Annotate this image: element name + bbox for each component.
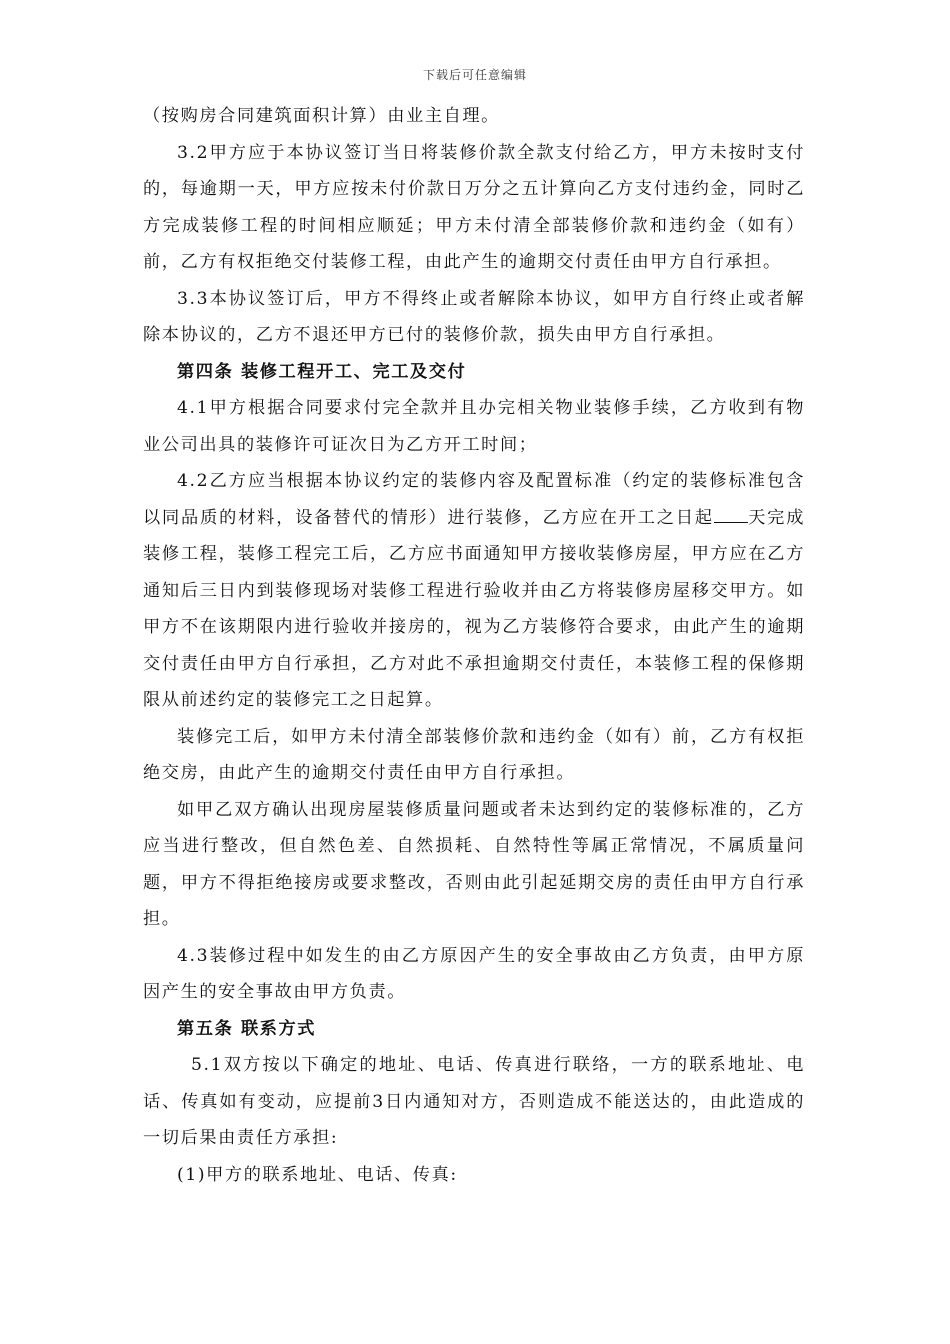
paragraph-3-3: 3.3本协议签订后，甲方不得终止或者解除本协议，如甲方自行终止或者解除本协议的，乙方不退还甲方已付的装修价款，损失由甲方自行承担。: [143, 288, 805, 345]
section-heading-5: 第五条 联系方式: [177, 1018, 317, 1039]
days-blank-field: [714, 504, 748, 523]
paragraph-4-2-part-a: 4.2乙方应当根据本协议约定的装修内容及配置标准（约定的装修标准包含以同品质的材料，设备替代的情形）进行装修，乙方应在开工之日起: [143, 471, 805, 528]
paragraph-4-1: 4.1甲方根据合同要求付完全款并且办完相关物业装修手续，乙方收到有物业公司出具的装修许可证次日为乙方开工时间；: [143, 398, 805, 455]
paragraph-4-2-part-b: 天完成装修工程，装修工程完工后，乙方应书面通知甲方接收装修房屋，甲方应在乙方通知后三日内到装修现场对装修工程进行验收并由乙方将装修房屋移交甲方。如甲方不在该期限内进行验收并接房的，视为乙方装修符合要求，由此产生的逾期交付责任由甲方自行承担，乙方对此不承担逾期交付责任，本装修工程的保修期限从前述约定的装修完工之日起算。: [143, 507, 805, 710]
page-header: 下载后可任意编辑: [422, 68, 527, 82]
paragraph-area-note: （按购房合同建筑面积计算）由业主自理。: [143, 106, 500, 126]
paragraph-5-1-1: (1)甲方的联系地址、电话、传真:: [177, 1164, 458, 1185]
paragraph-4-2: [143, 463, 805, 719]
paragraph-4-3: 4.3装修过程中如发生的由乙方原因产生的安全事故由乙方负责，由甲方原因产生的安全事故由甲方负责。: [143, 945, 805, 1002]
document-body: [143, 98, 805, 1193]
paragraph-5-1: 5.1双方按以下确定的地址、电话、传真进行联络，一方的联系地址、电话、传真如有变动，应提前3日内通知对方，否则造成不能送达的，由此造成的一切后果由责任方承担:: [143, 1055, 805, 1148]
paragraph-completion-note: 装修完工后，如甲方未付清全部装修价款和违约金（如有）前，乙方有权拒绝交房，由此产生的逾期交付责任由甲方自行承担。: [143, 726, 805, 783]
section-heading-4: 第四条 装修工程开工、完工及交付: [177, 361, 467, 382]
paragraph-3-2: 3.2甲方应于本协议签订当日将装修价款全款支付给乙方，甲方未按时支付的，每逾期一天，甲方应按未付价款日万分之五计算向乙方支付违约金，同时乙方完成装修工程的时间相应顺延；甲方未付清全部装修价款和违约金（如有）前，乙方有权拒绝交付装修工程，由此产生的逾期交付责任由甲方自行承担。: [143, 142, 805, 272]
paragraph-quality-note: 如甲乙双方确认出现房屋装修质量问题或者未达到约定的装修标准的，乙方应当进行整改，但自然色差、自然损耗、自然特性等属正常情况，不属质量问题，甲方不得拒绝接房或要求整改，否则由此引起延期交房的责任由甲方自行承担。: [143, 799, 805, 929]
